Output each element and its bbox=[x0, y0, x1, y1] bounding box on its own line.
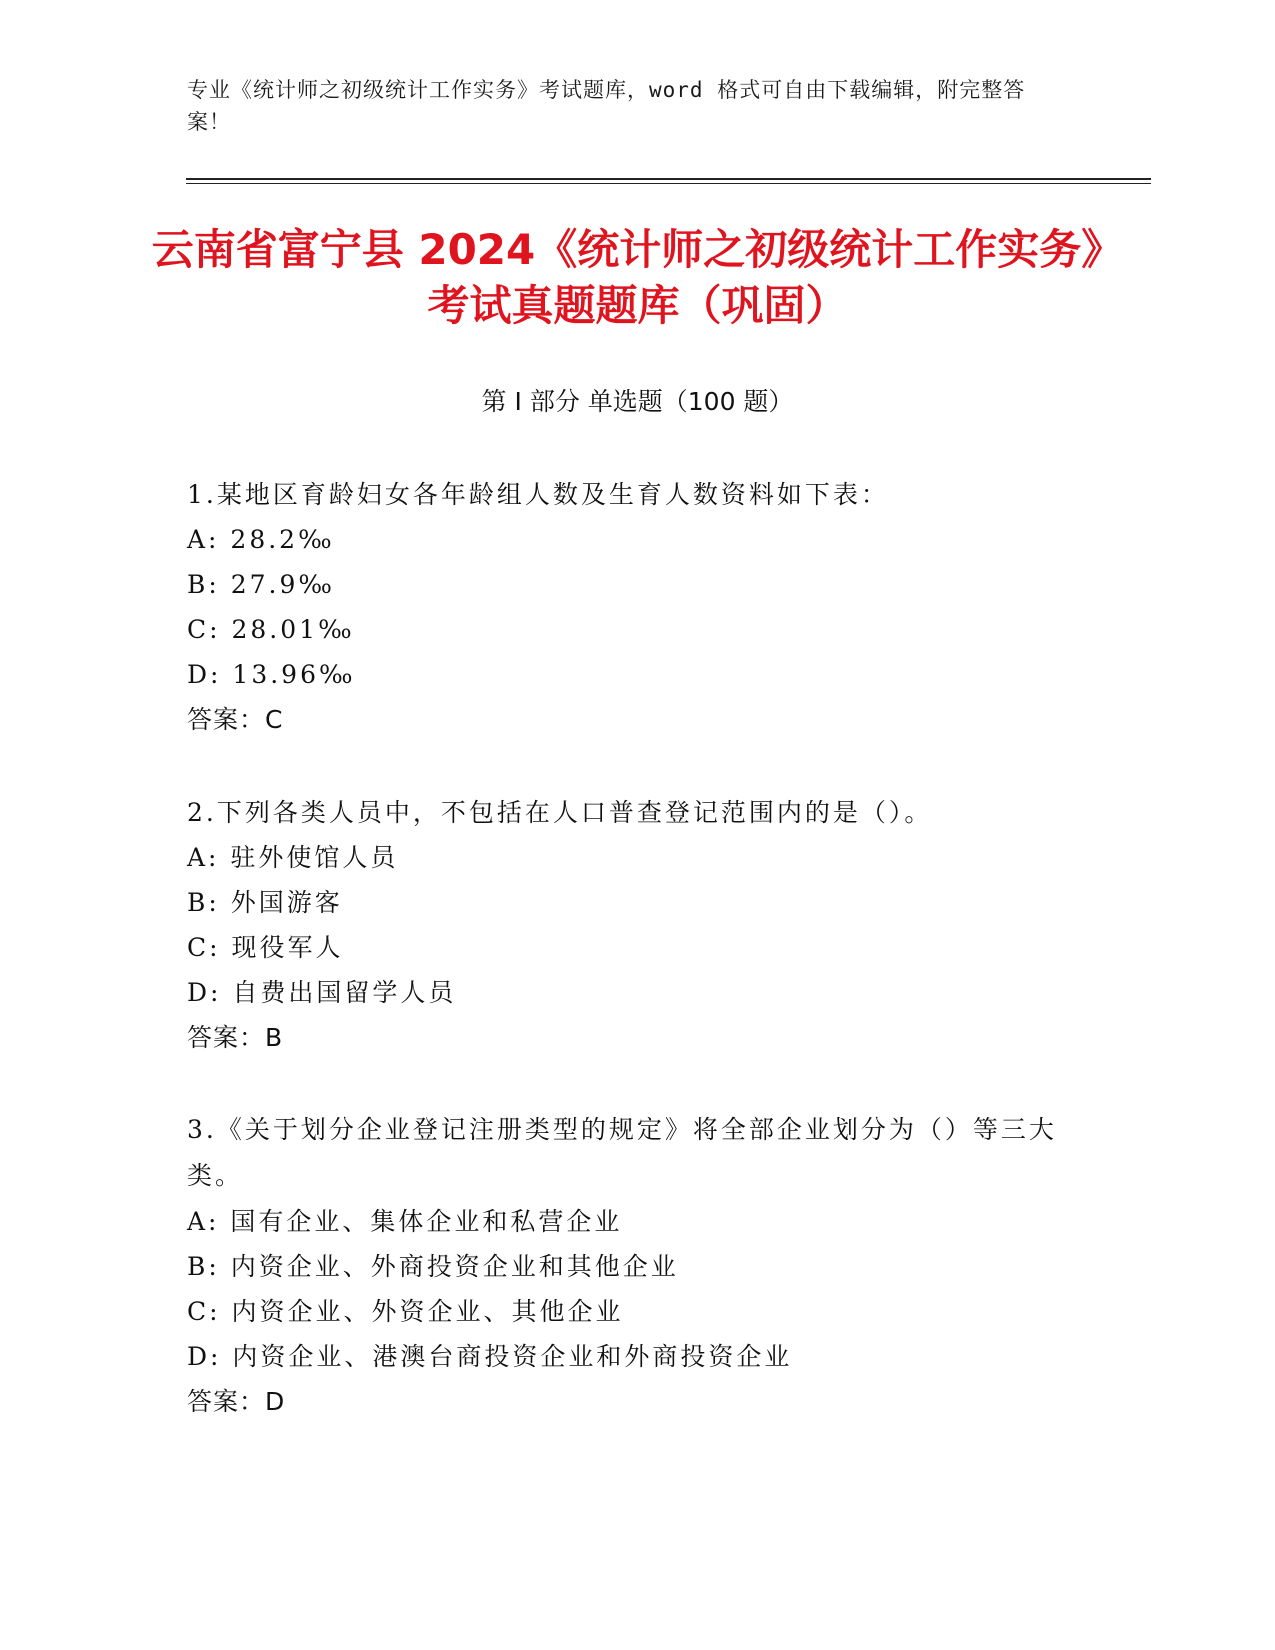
answer: 答案：C bbox=[187, 705, 284, 734]
option-c: C: 内资企业、外资企业、其他企业 bbox=[187, 1297, 624, 1326]
question-2 bbox=[187, 790, 1067, 1060]
document-title: 云南省富宁县 2024《统计师之初级统计工作实务》考试真题题库（巩固） bbox=[151, 225, 1124, 330]
question-1 bbox=[187, 472, 1067, 742]
option-d: D: 自费出国留学人员 bbox=[187, 978, 457, 1007]
question-3 bbox=[187, 1107, 1067, 1424]
option-c: C: 现役军人 bbox=[187, 933, 344, 962]
answer: 答案：B bbox=[187, 1023, 284, 1052]
option-c: C: 28.01‰ bbox=[187, 615, 355, 644]
question-stem: 1.某地区育龄妇女各年龄组人数及生育人数资料如下表： bbox=[187, 480, 889, 509]
option-a: A: 28.2‰ bbox=[187, 525, 335, 554]
option-a: A: 国有企业、集体企业和私营企业 bbox=[187, 1207, 623, 1236]
question-stem: 2.下列各类人员中，不包括在人口普查登记范围内的是（）。 bbox=[187, 798, 933, 827]
option-b: B: 内资企业、外商投资企业和其他企业 bbox=[187, 1252, 679, 1281]
option-a: A: 驻外使馆人员 bbox=[187, 843, 399, 872]
question-stem: 3.《关于划分企业登记注册类型的规定》将全部企业划分为（）等三大类。 bbox=[187, 1115, 1057, 1190]
option-d: D: 内资企业、港澳台商投资企业和外商投资企业 bbox=[187, 1342, 793, 1371]
option-d: D: 13.96‰ bbox=[187, 660, 356, 689]
answer: 答案：D bbox=[187, 1387, 286, 1416]
option-b: B: 外国游客 bbox=[187, 888, 343, 917]
option-b: B: 27.9‰ bbox=[187, 570, 335, 599]
header-note: 专业《统计师之初级统计工作实务》考试题库，word 格式可自由下载编辑，附完整答案！ bbox=[187, 78, 1026, 134]
header-divider-thick bbox=[186, 178, 1151, 180]
header-divider-thin bbox=[186, 183, 1151, 184]
section-heading: 第 I 部分 单选题（100 题） bbox=[481, 387, 794, 416]
